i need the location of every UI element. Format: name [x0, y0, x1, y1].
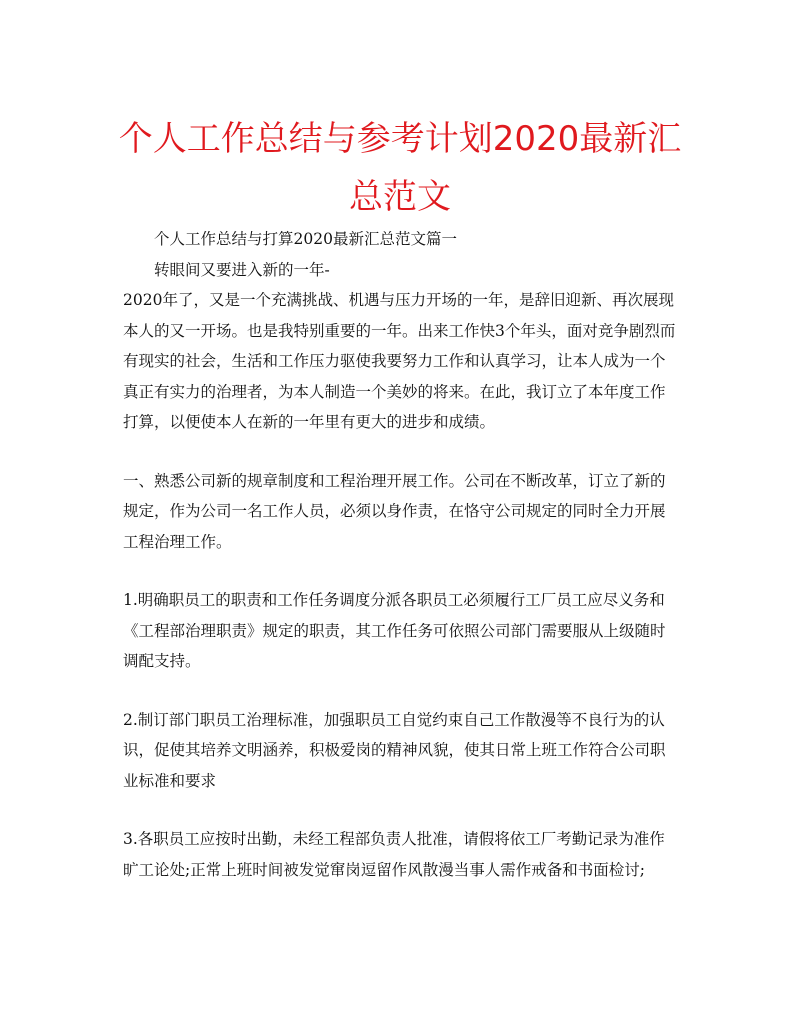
intro-paragraph: 2020年了，又是一个充满挑战、机遇与压力开场的一年，是辞旧迎新、再次展现本人的又一开场。也是我特别重要的一年。出来工作快3个年头，面对竞争剧烈而有现实的社会，生活和工作压力驱使我要努力工作和认真学习，让本人成为一个真正有实力的治理者，为本人制造一个美妙的将来。在此，我订立了本年度工作打算，以便使本人在新的一年里有更大的进步和成绩。	[123, 291, 676, 431]
item-two-paragraph: 2.制订部门职员工治理标准，加强职员工自觉约束自己工作散漫等不良行为的认识，促使其培养文明涵养，积极爱岗的精神风貌，使其日常上班工作符合公司职业标准和要求	[123, 710, 666, 790]
intro-line: 转眼间又要进入新的一年-	[154, 260, 330, 279]
item-one-paragraph: 1.明确职员工的职责和工作任务调度分派各职员工必须履行工厂员工应尽义务和《工程部治理职责》规定的职责，其工作任务可依照公司部门需要服从上级随时调配支持。	[123, 591, 666, 670]
document-body	[123, 224, 679, 885]
section-one-paragraph: 一、熟悉公司新的规章制度和工程治理开展工作。公司在不断改革，订立了新的规定，作为公司一名工作人员，必须以身作责，在恪守公司规定的同时全力开展工程治理工作。	[123, 471, 666, 551]
subtitle-paragraph: 个人工作总结与打算2020最新汇总范文篇一	[154, 230, 457, 248]
document-title: 个人工作总结与参考计划2020最新汇总范文	[118, 119, 682, 217]
item-three-paragraph: 3.各职员工应按时出勤，未经工程部负责人批准，请假将依工厂考勤记录为准作旷工论处;正常上班时间被发觉窜岗逗留作风散漫当事人需作戒备和书面检讨;	[123, 830, 665, 879]
